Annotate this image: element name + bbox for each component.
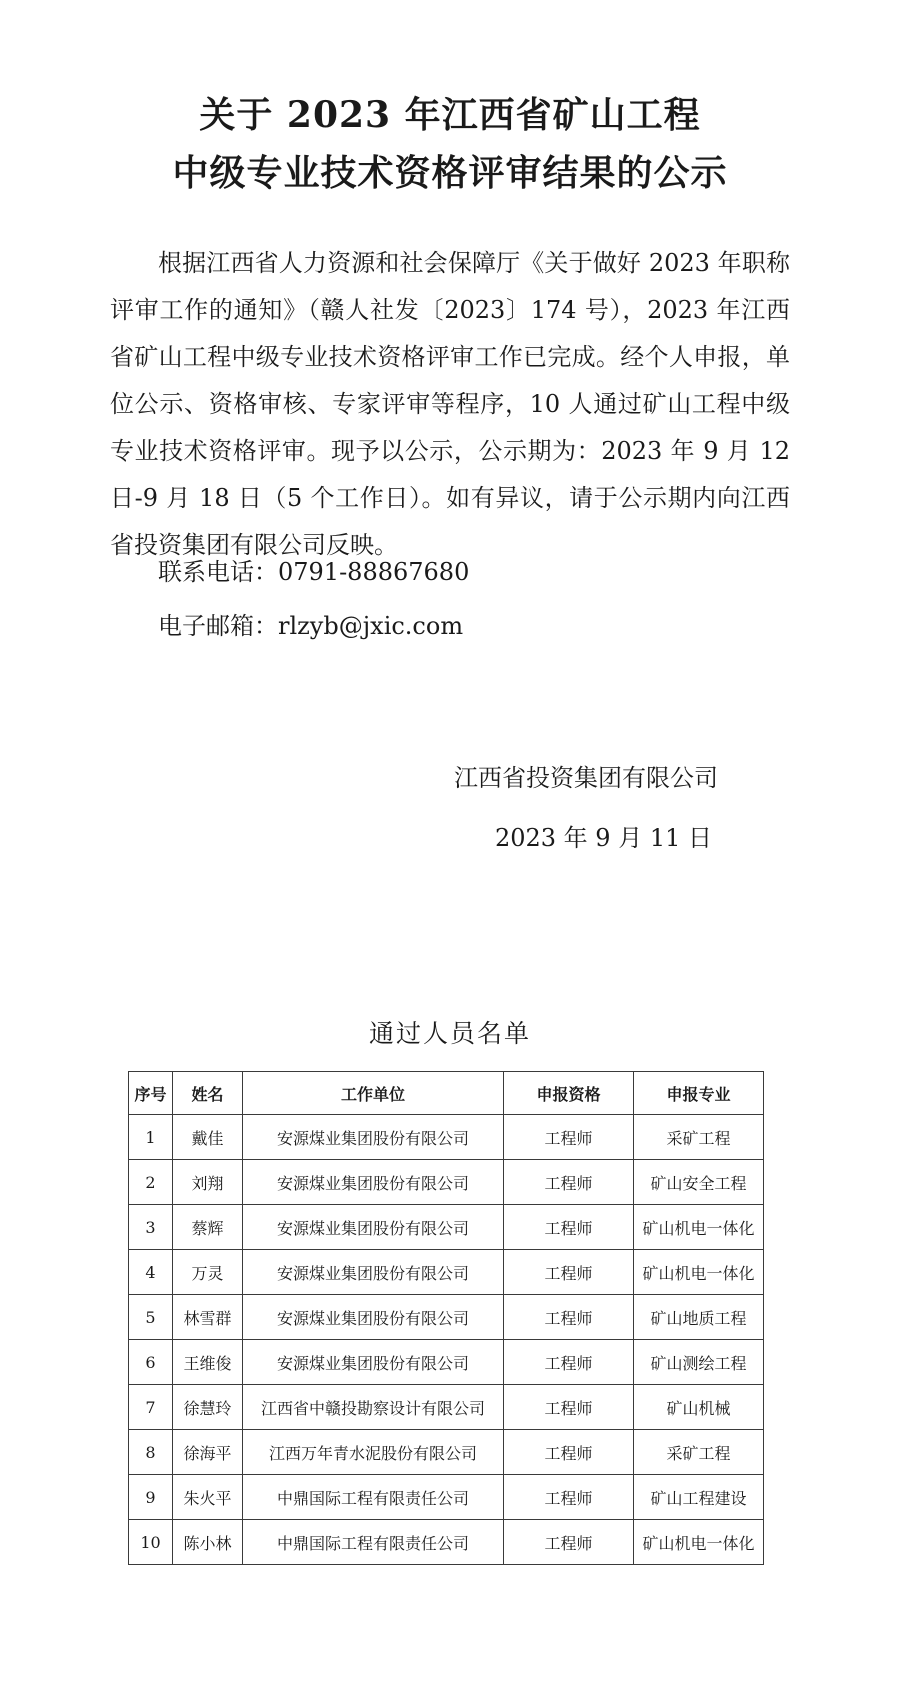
table-cell: 朱火平 [173,1475,243,1520]
table-cell: 工程师 [504,1475,634,1520]
table-cell: 矿山机电一体化 [634,1250,764,1295]
table-cell: 工程师 [504,1385,634,1430]
table-cell: 工程师 [504,1115,634,1160]
table-cell: 4 [129,1250,173,1295]
roster-table-body [129,1115,764,1565]
table-cell: 8 [129,1430,173,1475]
table-cell: 工程师 [504,1340,634,1385]
table-cell: 10 [129,1520,173,1565]
table-row [129,1160,764,1205]
signature-company: 江西省投资集团有限公司 [454,764,718,792]
table-row [129,1205,764,1250]
table-row [129,1430,764,1475]
table-cell: 戴佳 [173,1115,243,1160]
table-cell: 9 [129,1475,173,1520]
table-row [129,1520,764,1565]
table-cell: 工程师 [504,1295,634,1340]
table-cell: 江西万年青水泥股份有限公司 [243,1430,504,1475]
title-line-2: 中级专业技术资格评审结果的公示 [172,152,728,194]
table-cell: 1 [129,1115,173,1160]
table-cell: 工程师 [504,1160,634,1205]
table-cell: 矿山地质工程 [634,1295,764,1340]
table-cell: 2 [129,1160,173,1205]
table-cell: 刘翔 [173,1160,243,1205]
table-cell: 蔡辉 [173,1205,243,1250]
contact-email: 电子邮箱：rlzyb@jxic.com [158,612,464,640]
table-cell: 安源煤业集团股份有限公司 [243,1250,504,1295]
column-header-3: 工作单位 [243,1072,504,1115]
roster-table [128,1071,764,1565]
table-cell: 采矿工程 [634,1430,764,1475]
table-row [129,1115,764,1160]
table-cell: 3 [129,1205,173,1250]
table-cell: 工程师 [504,1520,634,1565]
table-cell: 安源煤业集团股份有限公司 [243,1340,504,1385]
table-cell: 安源煤业集团股份有限公司 [243,1295,504,1340]
table-cell: 中鼎国际工程有限责任公司 [243,1475,504,1520]
table-cell: 矿山机电一体化 [634,1520,764,1565]
column-header-1: 序号 [129,1072,173,1115]
table-cell: 中鼎国际工程有限责任公司 [243,1520,504,1565]
table-cell: 采矿工程 [634,1115,764,1160]
table-cell: 安源煤业集团股份有限公司 [243,1160,504,1205]
table-row [129,1340,764,1385]
signature-date: 2023 年 9 月 11 日 [494,824,712,852]
table-header-row [129,1072,764,1115]
table-cell: 安源煤业集团股份有限公司 [243,1205,504,1250]
table-cell: 陈小林 [173,1520,243,1565]
table-cell: 6 [129,1340,173,1385]
table-cell: 矿山测绘工程 [634,1340,764,1385]
column-header-5: 申报专业 [634,1072,764,1115]
table-row [129,1295,764,1340]
roster-table-title: 通过人员名单 [368,1019,531,1048]
table-cell: 林雪群 [173,1295,243,1340]
table-cell: 工程师 [504,1430,634,1475]
table-cell: 矿山安全工程 [634,1160,764,1205]
table-cell: 7 [129,1385,173,1430]
contact-phone: 联系电话：0791-88867680 [158,558,470,586]
table-cell: 矿山工程建设 [634,1475,764,1520]
table-cell: 矿山机电一体化 [634,1205,764,1250]
title-line-1: 关于 2023 年江西省矿山工程 [199,94,701,136]
document-title [0,86,900,202]
table-row [129,1385,764,1430]
table-cell: 徐海平 [173,1430,243,1475]
table-cell: 万灵 [173,1250,243,1295]
body-paragraph: 根据江西省人力资源和社会保障厅《关于做好 2023 年职称评审工作的通知》（赣人社发〔2023〕174 号），2023 年江西省矿山工程中级专业技术资格评审工作已完成。经个人申报，单位公示、资格审核、专家评审等程序，10 人通过矿山工程中级专业技术资格评审。现予以公示，公示期为：2023 年 9 月 12 日-9 月 18 日（5 个工作日）。如有异议，请于公示期内向江西省投资集团有限公司反映。 [110,249,790,559]
table-cell: 王维俊 [173,1340,243,1385]
table-row [129,1475,764,1520]
column-header-2: 姓名 [173,1072,243,1115]
column-header-4: 申报资格 [504,1072,634,1115]
table-cell: 江西省中赣投勘察设计有限公司 [243,1385,504,1430]
table-cell: 徐慧玲 [173,1385,243,1430]
table-cell: 工程师 [504,1205,634,1250]
table-cell: 安源煤业集团股份有限公司 [243,1115,504,1160]
table-row [129,1250,764,1295]
table-cell: 矿山机械 [634,1385,764,1430]
table-cell: 5 [129,1295,173,1340]
table-cell: 工程师 [504,1250,634,1295]
